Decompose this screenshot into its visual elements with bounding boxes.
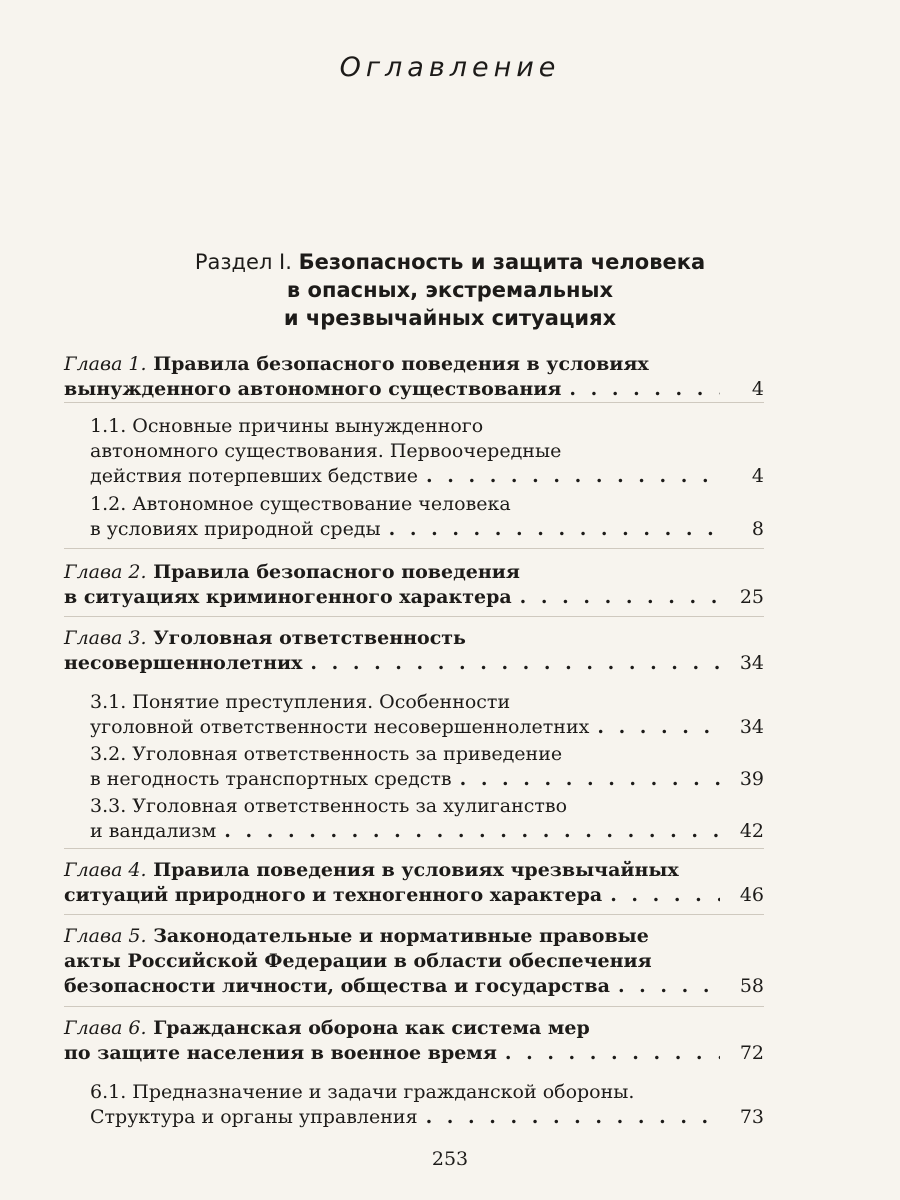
section-title-line: Безопасность и защита человека xyxy=(298,250,706,274)
entry-line: 1.2. Автономное существование человека xyxy=(90,493,511,515)
page-number: 4 xyxy=(751,465,764,487)
leader-dots xyxy=(569,377,720,402)
entry-line xyxy=(90,819,764,844)
entry-line xyxy=(64,377,764,402)
entry-line: 6.1. Предназначение и задачи гражданской обороны. xyxy=(90,1081,635,1103)
entry-text: безопасности личности, общества и государства xyxy=(64,975,610,997)
toc-entry-1-1[interactable] xyxy=(90,414,764,489)
leader-dots xyxy=(597,715,720,740)
chapter-label: Глава 4. xyxy=(64,859,147,881)
entry-line xyxy=(64,585,764,610)
entry-text: Правила безопасного поведения xyxy=(153,561,520,583)
page-number: 25 xyxy=(739,586,764,608)
page-number: 46 xyxy=(739,884,764,906)
leader-dots xyxy=(389,517,720,542)
entry-line xyxy=(64,626,764,651)
divider xyxy=(64,616,764,617)
entry-line xyxy=(64,883,764,908)
leader-dots xyxy=(224,819,720,844)
entry-line: 3.3. Уголовная ответственность за хулиганство xyxy=(90,795,568,817)
section-heading-line-1 xyxy=(0,248,900,276)
entry-line xyxy=(64,560,764,585)
entry-line xyxy=(90,715,764,740)
entry-line: 1.1. Основные причины вынужденного xyxy=(90,415,484,437)
entry-line: автономного существования. Первоочередные xyxy=(90,440,562,462)
divider xyxy=(64,848,764,849)
entry-text: в негодность транспортных средств xyxy=(90,768,452,790)
entry-line xyxy=(90,464,764,489)
entry-line xyxy=(64,651,764,676)
entry-text: вынужденного автономного существования xyxy=(64,378,562,400)
chapter-label: Глава 1. xyxy=(64,353,147,375)
entry-line xyxy=(64,974,764,999)
leader-dots xyxy=(426,1105,720,1130)
divider xyxy=(64,548,764,549)
page-footer-number: 253 xyxy=(431,1148,469,1170)
toc-entry-chapter-6[interactable] xyxy=(64,1016,764,1066)
page-number: 42 xyxy=(739,820,764,842)
chapter-label: Глава 3. xyxy=(64,627,147,649)
entry-text: Правила поведения в условиях чрезвычайных xyxy=(153,859,679,881)
entry-text: в ситуациях криминогенного характера xyxy=(64,586,512,608)
page-number: 58 xyxy=(739,975,764,997)
page-number: 8 xyxy=(751,518,764,540)
entry-line xyxy=(64,858,764,883)
section-label: Раздел I. xyxy=(194,250,292,274)
leader-dots xyxy=(520,585,720,610)
leader-dots xyxy=(426,464,720,489)
leader-dots xyxy=(460,767,720,792)
toc-entry-chapter-2[interactable] xyxy=(64,560,764,610)
entry-text: Уголовная ответственность xyxy=(153,627,466,649)
entry-text: Гражданская оборона как система мер xyxy=(153,1017,590,1039)
toc-entry-chapter-3[interactable] xyxy=(64,626,764,676)
entry-line xyxy=(64,1016,764,1041)
entry-line xyxy=(64,352,764,377)
entry-text: действия потерпевших бедствие xyxy=(90,465,418,487)
entry-text: Структура и органы управления xyxy=(90,1106,418,1128)
entry-line: акты Российской Федерации в области обеспечения xyxy=(64,950,652,972)
toc-entry-3-3[interactable] xyxy=(90,794,764,844)
toc-entry-chapter-5[interactable] xyxy=(64,924,764,999)
toc-entry-3-2[interactable] xyxy=(90,742,764,792)
leader-dots xyxy=(610,883,720,908)
entry-line xyxy=(90,1105,764,1130)
chapter-label: Глава 2. xyxy=(64,561,147,583)
entry-line xyxy=(64,1041,764,1066)
entry-line xyxy=(90,517,764,542)
leader-dots xyxy=(505,1041,720,1066)
toc-entry-1-2[interactable] xyxy=(90,492,764,542)
page-number: 72 xyxy=(739,1042,764,1064)
divider xyxy=(64,1006,764,1007)
entry-text: уголовной ответственности несовершеннолетних xyxy=(90,716,590,738)
entry-text: Правила безопасного поведения в условиях xyxy=(153,353,649,375)
entry-text: Законодательные и нормативные правовые xyxy=(153,925,649,947)
entry-text: несовершеннолетних xyxy=(64,652,303,674)
entry-line xyxy=(64,924,764,949)
divider xyxy=(64,402,764,403)
section-title-line: и чрезвычайных ситуациях xyxy=(283,306,617,330)
divider xyxy=(64,914,764,915)
section-heading xyxy=(0,248,900,332)
page-number: 73 xyxy=(739,1106,764,1128)
page-number: 34 xyxy=(739,652,764,674)
page-number: 4 xyxy=(751,378,764,400)
chapter-label: Глава 6. xyxy=(64,1017,147,1039)
toc-entry-3-1[interactable] xyxy=(90,690,764,740)
toc-entry-6-1[interactable] xyxy=(90,1080,764,1130)
entry-text: в условиях природной среды xyxy=(90,518,381,540)
toc-entry-chapter-1[interactable] xyxy=(64,352,764,402)
entry-line: 3.2. Уголовная ответственность за приведение xyxy=(90,743,563,765)
leader-dots xyxy=(618,974,720,999)
entry-text: по защите населения в военное время xyxy=(64,1042,497,1064)
entry-line xyxy=(90,767,764,792)
section-title-line: в опасных, экстремальных xyxy=(286,278,614,302)
entry-line: 3.1. Понятие преступления. Особенности xyxy=(90,691,511,713)
entry-text: ситуаций природного и техногенного характера xyxy=(64,884,603,906)
leader-dots xyxy=(310,651,720,676)
page-number: 39 xyxy=(739,768,764,790)
toc-entry-chapter-4[interactable] xyxy=(64,858,764,908)
page-title: Оглавление xyxy=(339,52,561,83)
entry-text: и вандализм xyxy=(90,820,217,842)
chapter-label: Глава 5. xyxy=(64,925,147,947)
page-number: 34 xyxy=(739,716,764,738)
